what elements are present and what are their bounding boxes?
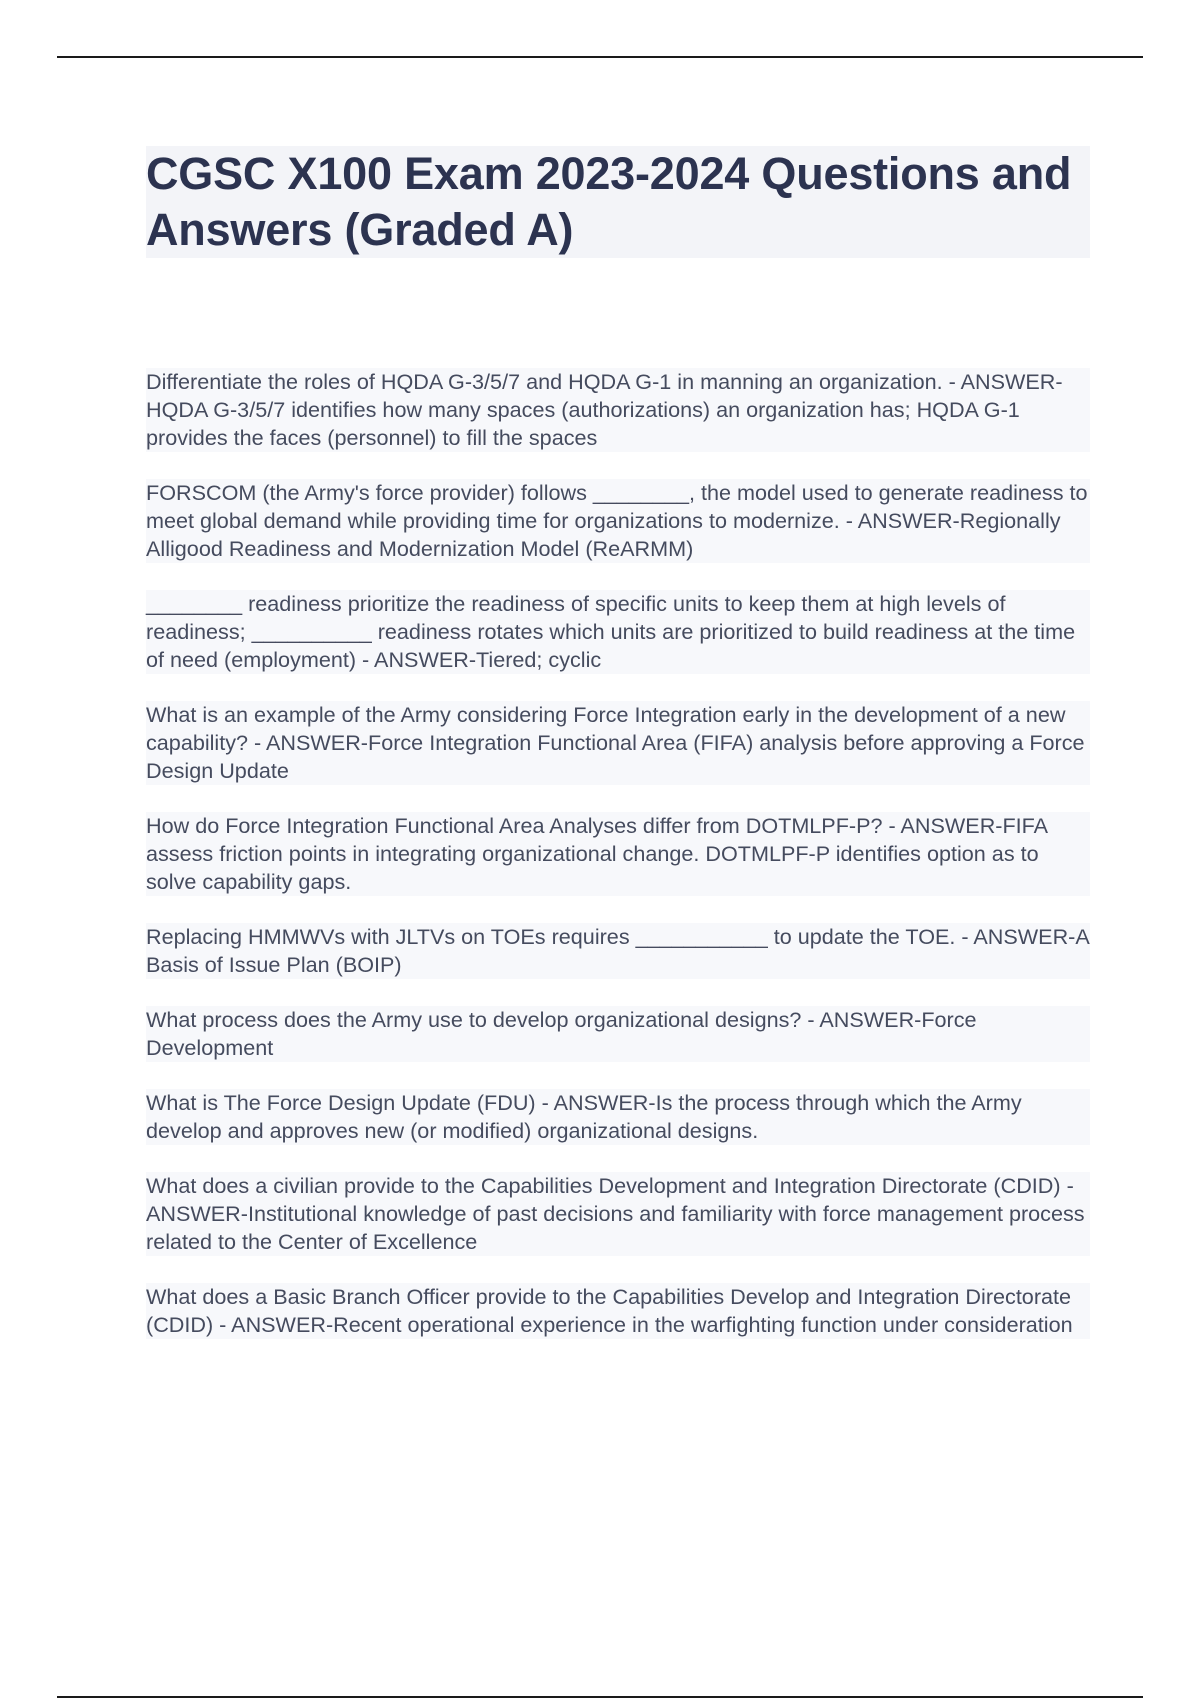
bottom-rule	[57, 1696, 1143, 1698]
document-title: CGSC X100 Exam 2023-2024 Questions and Answers (Graded A)	[146, 148, 1072, 255]
qa-item: What does a civilian provide to the Capabilities Development and Integration Directorate (CDID) - ANSWER-Institutional knowledge of past decisions and familiarity with force management process related to the Center of Excellence	[146, 1172, 1090, 1256]
qa-item: What is an example of the Army considering Force Integration early in the development of a new capability? - ANSWER-Force Integration Functional Area (FIFA) analysis before approving a Force Design Update	[146, 701, 1090, 785]
qa-item: What process does the Army use to develop organizational designs? - ANSWER-Force Development	[146, 1006, 1090, 1062]
top-rule	[57, 56, 1143, 58]
qa-item: Replacing HMMWVs with JLTVs on TOEs requires ___________ to update the TOE. - ANSWER-A Basis of Issue Plan (BOIP)	[146, 924, 1090, 977]
qa-list	[146, 368, 1090, 1366]
qa-item: ________ readiness prioritize the readiness of specific units to keep them at high levels of readiness; __________ readiness rotates which units are prioritized to build readiness at the time of need (employment) - ANSWER-Tiered; cyclic	[146, 590, 1090, 674]
qa-item: Differentiate the roles of HQDA G-3/5/7 and HQDA G-1 in manning an organization. - ANSWER-HQDA G-3/5/7 identifies how many spaces (authorizations) an organization has; HQDA G-1 provides the faces (personnel) to fill the spaces	[146, 368, 1090, 452]
qa-item: FORSCOM (the Army's force provider) follows ________, the model used to generate readiness to meet global demand while providing time for organizations to modernize. - ANSWER-Regionally Alligood Readiness and Modernization Model (ReARMM)	[146, 479, 1090, 563]
title-block	[146, 146, 1090, 258]
qa-item: What does a Basic Branch Officer provide to the Capabilities Develop and Integration Directorate (CDID) - ANSWER-Recent operational experience in the warfighting function under consideration	[146, 1283, 1090, 1339]
qa-item: How do Force Integration Functional Area Analyses differ from DOTMLPF-P? - ANSWER-FIFA assess friction points in integrating organizational change. DOTMLPF-P identifies option as to solve capability gaps.	[146, 812, 1090, 896]
qa-item: What is The Force Design Update (FDU) - ANSWER-Is the process through which the Army develop and approves new (or modified) organizational designs.	[146, 1089, 1090, 1145]
